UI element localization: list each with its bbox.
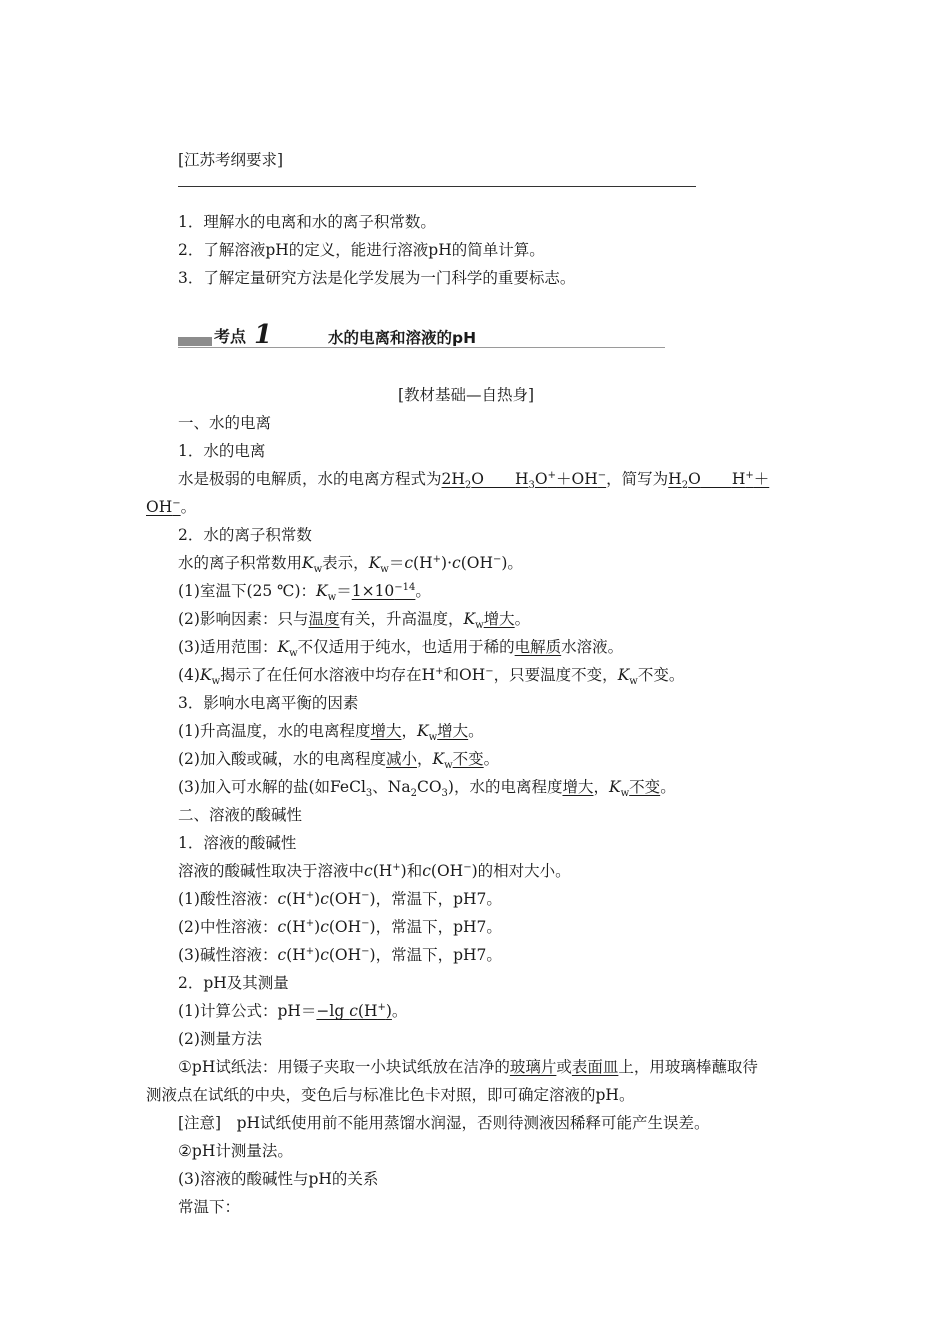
t: w <box>428 732 438 744</box>
t: − <box>492 553 502 565</box>
t: − <box>361 945 370 957</box>
paragraph-basic-solution <box>178 945 502 965</box>
t: −14 <box>394 581 416 593</box>
t: ＋ <box>753 470 770 488</box>
t: w <box>313 564 323 576</box>
t: (OH <box>460 554 493 572</box>
paragraph-ionization-continued <box>146 497 196 517</box>
paragraph-factor-salt <box>178 777 676 800</box>
requirement-item-3: 3．了解定量研究方法是化学发展为一门科学的重要标志。 <box>178 269 576 287</box>
t: (3)加入可水解的盐(如FeCl <box>178 778 366 796</box>
t: 2 <box>681 480 689 492</box>
kaodian-number: 1 <box>254 320 273 350</box>
t: (3)碱性溶液： <box>178 946 278 964</box>
t: )，常温下，pH7。 <box>369 946 502 964</box>
t: −lg <box>316 1002 350 1020</box>
paragraph-ph-formula <box>178 1001 407 1021</box>
t: ，只要温度不变， <box>493 666 618 684</box>
t: 不变 <box>452 750 484 768</box>
t: )的相对大小。 <box>471 862 571 880</box>
paragraph-room-temp: 常温下： <box>178 1198 241 1216</box>
paragraph-ph-relation: (3)溶液的酸碱性与pH的关系 <box>178 1170 379 1188</box>
t: c <box>277 890 287 908</box>
t: 溶液的酸碱性取决于溶液中 <box>178 862 365 880</box>
t: − <box>597 469 607 481</box>
t: H <box>515 470 529 488</box>
t: w <box>289 648 298 660</box>
t: )。 <box>501 554 523 572</box>
kw-value <box>352 582 416 600</box>
requirement-item-2: 2．了解溶液pH的定义，能进行溶液pH的简单计算。 <box>178 241 545 259</box>
t: (1)室温下(25 ℃)： <box>178 582 317 600</box>
t: + <box>432 553 442 565</box>
t: (OH <box>430 862 464 880</box>
t: K <box>617 666 630 684</box>
t: + <box>305 889 315 901</box>
heading-acidity: 二、溶液的酸碱性 <box>178 806 303 824</box>
t: )，常温下，pH7。 <box>369 918 502 936</box>
t: 不变。 <box>637 666 685 684</box>
paragraph-measure-methods: (2)测量方法 <box>178 1030 262 1048</box>
t: 有关，升高温度， <box>339 610 464 628</box>
t: c <box>422 862 431 880</box>
t: 温度 <box>308 610 340 628</box>
t: (H <box>413 554 433 572</box>
paragraph-kw-meaning <box>178 665 685 688</box>
paragraph-kw-scope <box>178 637 624 660</box>
t: c <box>277 946 287 964</box>
t: 和OH <box>443 666 486 684</box>
t: 。 <box>180 498 197 516</box>
t: ①pH试纸法：用镊子夹取一小块试纸放在洁净的 <box>178 1058 510 1076</box>
t: ) <box>314 946 321 964</box>
t: 、Na <box>372 778 411 796</box>
t: + <box>547 469 557 481</box>
subsection-heading: [教材基础—自热身] <box>398 386 535 404</box>
t: + <box>392 861 401 873</box>
heading-3-factors: 3．影响水电离平衡的因素 <box>178 694 359 712</box>
t: O <box>471 470 484 488</box>
heading-1-water-ionization: 1．水的电离 <box>178 442 266 460</box>
t: 。 <box>415 582 431 600</box>
t: 。 <box>391 1002 408 1020</box>
t: 3 <box>441 788 448 800</box>
t: 2H <box>441 470 465 488</box>
paragraph-note: [注意] pH试纸使用前不能用蒸馏水润湿，否则待测液因稀释可能产生误差。 <box>178 1114 710 1132</box>
paragraph-ph-meter: ②pH计测量法。 <box>178 1142 293 1160</box>
t: 揭示了在任何水溶液中均存在H <box>220 666 436 684</box>
t: + <box>377 1001 386 1013</box>
paragraph-kw-room-temp <box>178 581 431 604</box>
t: (3)适用范围： <box>178 638 278 656</box>
t: ) <box>314 918 321 936</box>
paragraph-ph-paper-continued: 测液点在试纸的中央，变色后与标准比色卡对照，即可确定溶液的pH。 <box>146 1086 635 1104</box>
t: c <box>404 554 414 572</box>
paragraph-acidic-solution <box>178 889 502 909</box>
paragraph-ionization-equation <box>178 469 770 492</box>
t: 。 <box>468 722 484 740</box>
t: ， <box>416 750 433 768</box>
t: 或 <box>556 1058 572 1076</box>
heading-1-acidity: 1．溶液的酸碱性 <box>178 834 297 852</box>
t: c <box>277 918 287 936</box>
t: ＋OH <box>556 470 598 488</box>
t: K <box>199 666 212 684</box>
t: (H <box>286 946 306 964</box>
t: )，水的电离程度 <box>447 778 563 796</box>
t: c <box>349 1002 358 1020</box>
t: w <box>444 760 453 772</box>
t: K <box>316 582 328 600</box>
t: 不仅适用于纯水，也适用于稀的 <box>297 638 515 656</box>
t: − <box>485 665 494 677</box>
paragraph-factor-temperature <box>178 721 484 744</box>
t: 2 <box>464 480 472 492</box>
t: (OH <box>328 890 362 908</box>
t: 表面皿 <box>571 1058 619 1076</box>
equation-short <box>668 469 770 492</box>
t: − <box>361 889 370 901</box>
t: w <box>327 592 337 604</box>
section-title: 水的电离和溶液的pH <box>328 329 477 347</box>
heading-water-ionization: 一、水的电离 <box>178 414 272 432</box>
t: H <box>731 470 746 488</box>
t: 水溶液。 <box>561 638 624 656</box>
t: K <box>302 554 314 572</box>
t: c <box>452 554 461 572</box>
t: 玻璃片 <box>509 1058 557 1076</box>
section-marker-bar <box>178 337 212 346</box>
t: )· <box>441 554 452 572</box>
t: (OH <box>328 946 362 964</box>
ph-formula <box>316 1002 392 1020</box>
t: + <box>745 469 754 481</box>
text: ，简写为 <box>606 470 669 488</box>
t: 增大 <box>483 610 515 628</box>
t: (H <box>372 862 393 880</box>
t: + <box>305 945 315 957</box>
t: K <box>463 610 476 628</box>
t: (1)升高温度，水的电离程度 <box>178 722 371 740</box>
t: 1×10 <box>351 582 395 600</box>
t: ， <box>401 722 417 740</box>
t: − <box>361 917 370 929</box>
paragraph-kw-factors <box>178 609 531 632</box>
t: 减小 <box>385 750 417 768</box>
dashed-divider <box>178 186 696 187</box>
paragraph-acidity-definition <box>178 861 571 881</box>
t: w <box>380 564 389 576</box>
t: ) <box>314 890 321 908</box>
t: 上，用玻璃棒蘸取待 <box>618 1058 758 1076</box>
t: 。 <box>514 610 531 628</box>
equation-full <box>441 469 607 492</box>
t: K <box>277 638 290 656</box>
t: 表示， <box>322 554 369 572</box>
heading-2-ion-product: 2．水的离子积常数 <box>178 526 312 544</box>
t: ， <box>593 778 610 796</box>
t: 3 <box>365 788 373 800</box>
t: ＝ <box>388 554 405 572</box>
kaodian-label: 考点 <box>214 327 247 346</box>
t: c <box>364 862 373 880</box>
t: K <box>432 750 445 768</box>
t: (H <box>357 1002 378 1020</box>
text: 水是极弱的电解质，水的电离方程式为 <box>178 470 442 488</box>
t: w <box>629 676 638 688</box>
t: CO <box>416 778 442 796</box>
t: (H <box>286 890 306 908</box>
t: c <box>320 918 329 936</box>
t: OH <box>146 498 173 516</box>
t: (OH <box>328 918 362 936</box>
t: (H <box>286 918 306 936</box>
t: 。 <box>483 750 500 768</box>
t: + <box>305 917 315 929</box>
heading-2-ph: 2．pH及其测量 <box>178 974 289 992</box>
t: O <box>534 470 548 488</box>
t: K <box>368 554 381 572</box>
t: 增大 <box>437 722 469 740</box>
t: − <box>172 497 181 509</box>
t: )和 <box>400 862 423 880</box>
t: K <box>417 722 429 740</box>
paragraph-factor-acid-base <box>178 749 500 772</box>
paragraph-ph-paper <box>178 1057 758 1077</box>
t: c <box>320 890 329 908</box>
t: (2)加入酸或碱，水的电离程度 <box>178 750 386 768</box>
t: w <box>620 788 630 800</box>
requirement-item-1: 1．理解水的电离和水的离子积常数。 <box>178 213 436 231</box>
paragraph-neutral-solution <box>178 917 502 937</box>
t: 增大 <box>562 778 594 796</box>
t: (2)影响因素：只与 <box>178 610 309 628</box>
t: 增大 <box>370 722 402 740</box>
paragraph-kw-definition <box>178 553 523 576</box>
t: 水的离子积常数用 <box>178 554 303 572</box>
t: 2 <box>410 788 417 800</box>
t: w <box>211 676 221 688</box>
t: 3 <box>528 480 535 492</box>
t: + <box>435 665 444 677</box>
t: O <box>688 470 701 488</box>
requirements-header: [江苏考纲要求] <box>178 151 284 169</box>
t: c <box>320 946 329 964</box>
t: (1)酸性溶液： <box>178 890 278 908</box>
t: (2)中性溶液： <box>178 918 278 936</box>
t: (1)计算公式：pH＝ <box>178 1002 317 1020</box>
t: ＝ <box>336 582 352 600</box>
t: ) <box>385 1002 392 1020</box>
t: H <box>668 470 682 488</box>
t: )，常温下，pH7。 <box>369 890 502 908</box>
t: 不变 <box>629 778 661 796</box>
equation-short-end <box>146 498 181 516</box>
t: (4) <box>178 666 200 684</box>
t: 。 <box>660 778 676 796</box>
t: − <box>463 861 472 873</box>
t: w <box>475 620 484 632</box>
t: K <box>609 778 621 796</box>
t: 电解质 <box>514 638 562 656</box>
